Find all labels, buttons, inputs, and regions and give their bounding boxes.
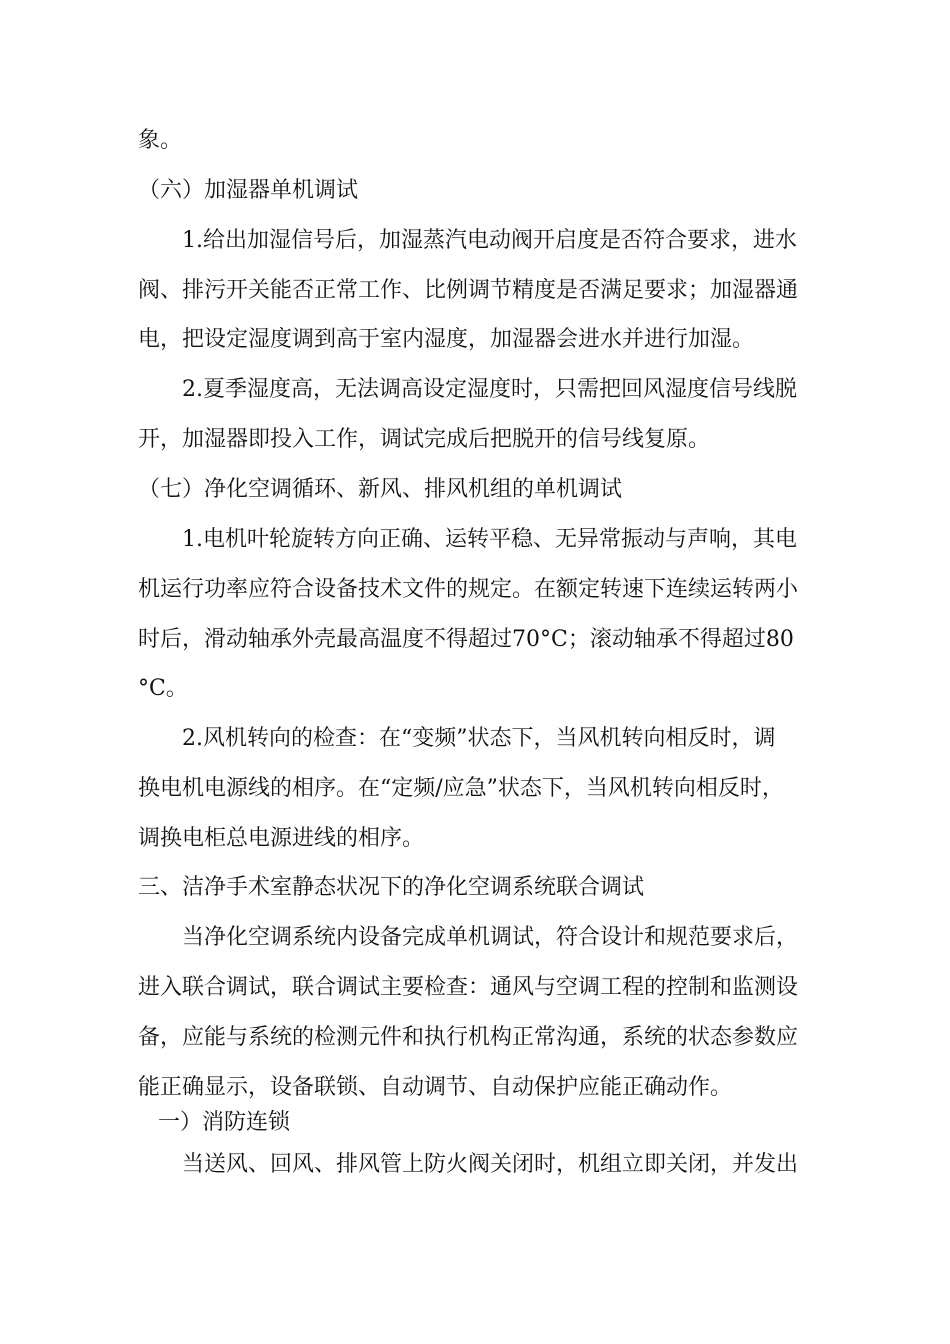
text-line: 阀、排污开关能否正常工作、比例调节精度是否满足要求；加湿器通 (138, 278, 799, 303)
text-line: 能正确显示，设备联锁、自动调节、自动保护应能正确动作。 (138, 1075, 733, 1100)
text-line: 2.风机转向的检查：在“变频”状态下，当风机转向相反时，调 (182, 726, 776, 751)
text-line: 1.给出加湿信号后，加湿蒸汽电动阀开启度是否符合要求，进水 (182, 228, 797, 253)
text-line: 换电机电源线的相序。在“定频/应急”状态下，当风机转向相反时， (138, 776, 784, 801)
section-heading: （六）加湿器单机调试 (138, 178, 359, 203)
text-line: °C。 (138, 676, 188, 701)
text-line: 机运行功率应符合设备技术文件的规定。在额定转速下连续运转两小 (138, 577, 799, 602)
text-line: 时后，滑动轴承外壳最高温度不得超过70°C；滚动轴承不得超过80 (138, 627, 794, 652)
section-heading: 一）消防连锁 (158, 1110, 291, 1135)
section-heading: （七）净化空调循环、新风、排风机组的单机调试 (138, 477, 623, 502)
text-line: 备，应能与系统的检测元件和执行机构正常沟通，系统的状态参数应 (138, 1025, 799, 1050)
text-line: 2.夏季湿度高，无法调高设定湿度时，只需把回风湿度信号线脱 (182, 377, 797, 402)
text-line: 1.电机叶轮旋转方向正确、运转平稳、无异常振动与声响，其电 (182, 527, 797, 552)
text-line: 进入联合调试，联合调试主要检查：通风与空调工程的控制和监测设 (138, 975, 799, 1000)
text-line: 开，加湿器即投入工作，调试完成后把脱开的信号线复原。 (138, 427, 711, 452)
text-line: 当送风、回风、排风管上防火阀关闭时，机组立即关闭，并发出 (182, 1152, 799, 1177)
text-line: 电，把设定湿度调到高于室内湿度，加湿器会进水并进行加湿。 (138, 327, 755, 352)
text-line: 象。 (138, 128, 183, 153)
chapter-heading: 三、洁净手术室静态状况下的净化空调系统联合调试 (138, 875, 645, 900)
text-line: 调换电柜总电源进线的相序。 (138, 826, 425, 851)
text-line: 当净化空调系统内设备完成单机调试，符合设计和规范要求后， (182, 925, 799, 950)
